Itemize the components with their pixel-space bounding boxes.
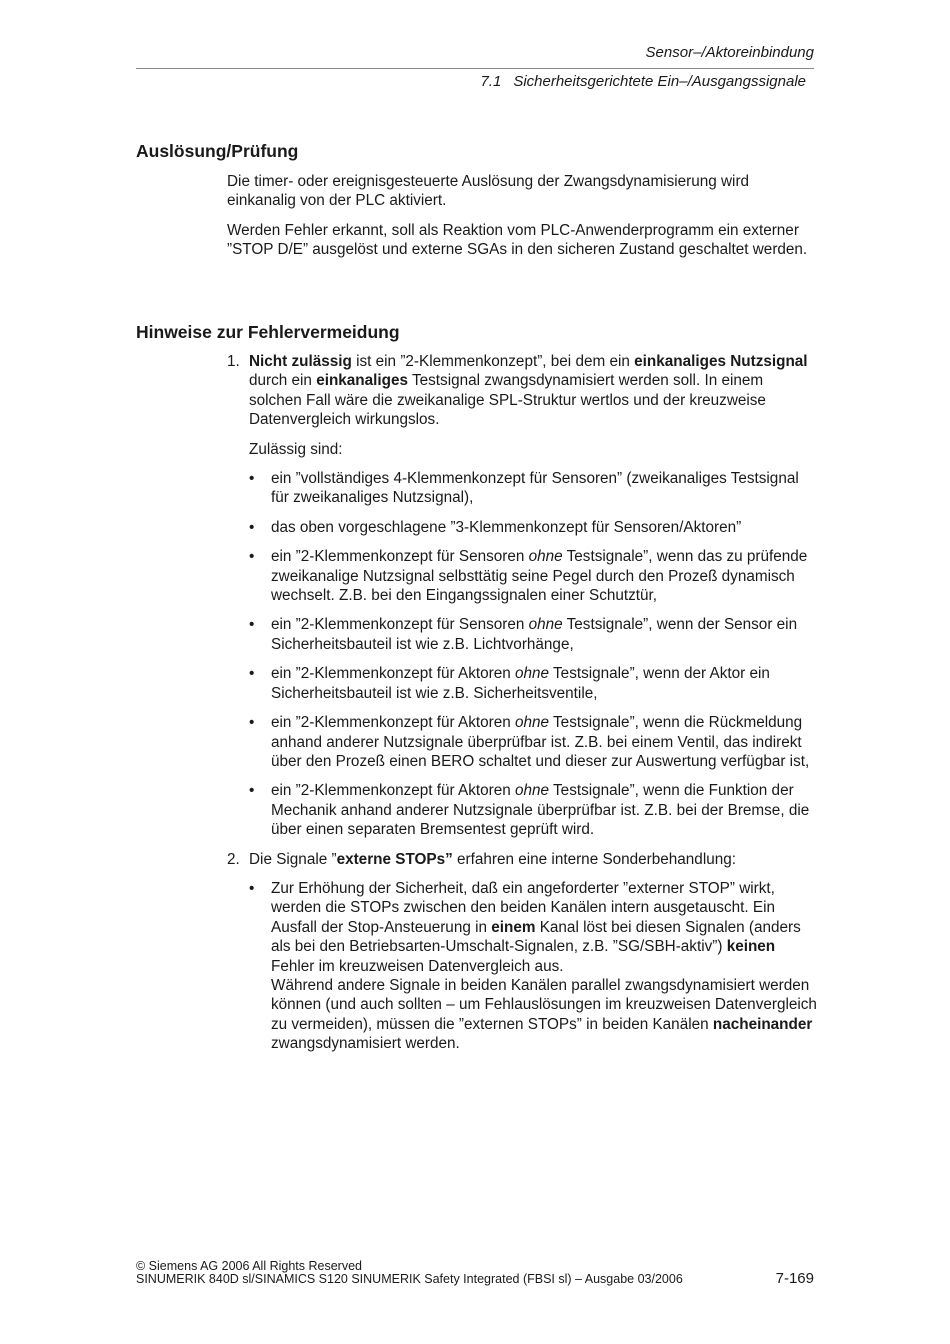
bullet-icon: • [249,470,255,488]
heading-ausloesung: Auslösung/Prüfung [136,141,299,161]
bold-text: einkanaliges [316,372,409,390]
list-item [249,518,817,537]
bullet-list [227,469,817,840]
bold-text: externe STOPs” [336,850,453,868]
text: ein ”2-Klemmenkonzept für Aktoren [271,782,516,800]
section-ausloesung-body [227,172,817,260]
text: Testsignale”, wenn der Aktor ein Sicherheitsbauteil ist wie z.B. Sicherheitsventile, [271,665,770,702]
list-item-text [249,850,817,869]
emphasis: ohne [528,548,563,566]
text: Während andere Signale in beiden Kanälen parallel zwangsdynamisiert werden können (und auch sollten – um Fehlauslösungen im kreuzweisen Datenvergleich zu vermeiden), müssen die ”externen STOPs” in beiden Kanälen [271,976,817,1033]
footer-copyright: © Siemens AG 2006 All Rights Reserved [136,1259,362,1273]
list-item [249,615,817,654]
text: Testsignale”, wenn das zu prüfende zweikanalige Nutzsignal selbsttätig seine Pegel durch den Prozeß dynamisch wechselt. Z.B. bei den Eingangssignalen einer Schutztür, [271,548,808,605]
bullet-icon: • [249,616,255,634]
section-title: Sicherheitsgerichtete Ein–/Ausgangssignale [513,73,806,90]
text: durch ein [249,372,317,390]
header-rule [136,68,814,69]
list-item [249,547,817,605]
bullet-icon: • [249,782,255,800]
paragraph: Die timer- oder ereignisgesteuerte Auslösung der Zwangsdynamisierung wird einkanalig von der PLC aktiviert. [227,173,750,210]
list-item [249,664,817,703]
footer-product: SINUMERIK 840D sl/SINAMICS S120 SINUMERIK Safety Integrated (FBSI sl) – Ausgabe 03/2006 [136,1272,683,1286]
bold-text: einkanaliges Nutzsignal [634,353,808,370]
text: Die Signale ” [249,850,337,868]
text: Testsignale”, wenn die Rückmeldung anhand anderer Nutzsignale überprüfbar ist. Z.B. bei einem Ventil, das indirekt über den Prozeß einen BERO schaltet und dieser zur Auswertung verfügbar ist, [271,714,810,770]
bullet-icon: • [249,665,255,683]
bullet-list [227,879,817,1054]
text: Fehler im kreuzweisen Datenvergleich aus. [271,957,564,975]
text: ein ”2-Klemmenkonzept für Aktoren [271,714,516,732]
emphasis: ohne [528,616,563,634]
bold-text: Nicht zulässig [249,353,352,370]
numbered-list [227,352,817,1054]
emphasis: ohne [515,665,550,683]
bullet-icon: • [249,518,255,536]
text: Kanal löst bei diesen Signalen (anders als bei den Betriebsarten-Umschalt-Signalen, z.B. ”SG/SBH-aktiv”) [271,918,801,956]
list-number: 2. [227,850,240,868]
text: ein ”vollständiges 4-Klemmenkonzept für Sensoren” (zweikanaliges Testsignal für zweikanaliges Nutzsignal), [271,470,799,507]
running-header-section [480,73,806,90]
text: erfahren eine interne Sonderbehandlung: [452,850,736,868]
text: Zur Erhöhung der Sicherheit, daß ein angeforderter ”externer STOP” wirkt, werden die STOPs zwischen den beiden Kanälen intern ausgetauscht. Ein Ausfall der Stop-Ansteuerung in [271,879,775,936]
text: Testsignale”, wenn der Sensor ein Sicherheitsbauteil ist wie z.B. Lichtvorhänge, [271,616,798,653]
text: das oben vorgeschlagene ”3-Klemmenkonzept für Sensoren/Aktoren” [271,518,742,536]
text: Testsignale”, wenn die Funktion der Mechanik anhand anderer Nutzsignale überprüfbar ist. Z.B. bei der Bremse, die über einen separaten Bremsentest geprüft wird. [271,782,810,839]
bold-text: einem [491,918,536,936]
list-item-2 [227,850,817,1054]
list-item [249,713,817,771]
heading-hinweise: Hinweise zur Fehlervermeidung [136,322,400,342]
bullet-icon: • [249,879,255,897]
emphasis: ohne [515,714,550,732]
paragraph: Werden Fehler erkannt, soll als Reaktion vom PLC-Anwenderprogramm ein externer ”STOP D/E” ausgelöst und externe SGAs in den sicheren Zustand geschaltet werden. [227,221,808,259]
list-item-text [249,352,817,430]
bullet-icon: • [249,714,255,732]
list-item-1 [227,352,817,840]
section-number: 7.1 [480,73,502,90]
emphasis: ohne [515,782,550,800]
bold-text: nacheinander [712,1015,813,1033]
allowed-label: Zulässig sind: [249,440,343,458]
list-number: 1. [227,353,240,370]
list-item [249,879,817,1054]
list-item [249,781,817,839]
running-header-chapter: Sensor–/Aktoreinbindung [645,44,814,61]
text: zwangsdynamisiert werden. [271,1035,460,1053]
text: ein ”2-Klemmenkonzept für Sensoren [271,548,529,566]
text: ein ”2-Klemmenkonzept für Sensoren [271,616,529,634]
list-item [249,469,817,508]
page-number: 7-169 [775,1270,814,1287]
text: ein ”2-Klemmenkonzept für Aktoren [271,665,516,683]
text: ist ein ”2-Klemmenkonzept”, bei dem ein [351,353,635,370]
text: Testsignal zwangsdynamisiert werden soll. In einem solchen Fall wäre die zweikanalige SPL-Struktur wertlos und der kreuzweise Datenvergleich wirkungslos. [249,372,766,429]
bullet-icon: • [249,548,255,566]
bold-text: keinen [726,938,776,956]
